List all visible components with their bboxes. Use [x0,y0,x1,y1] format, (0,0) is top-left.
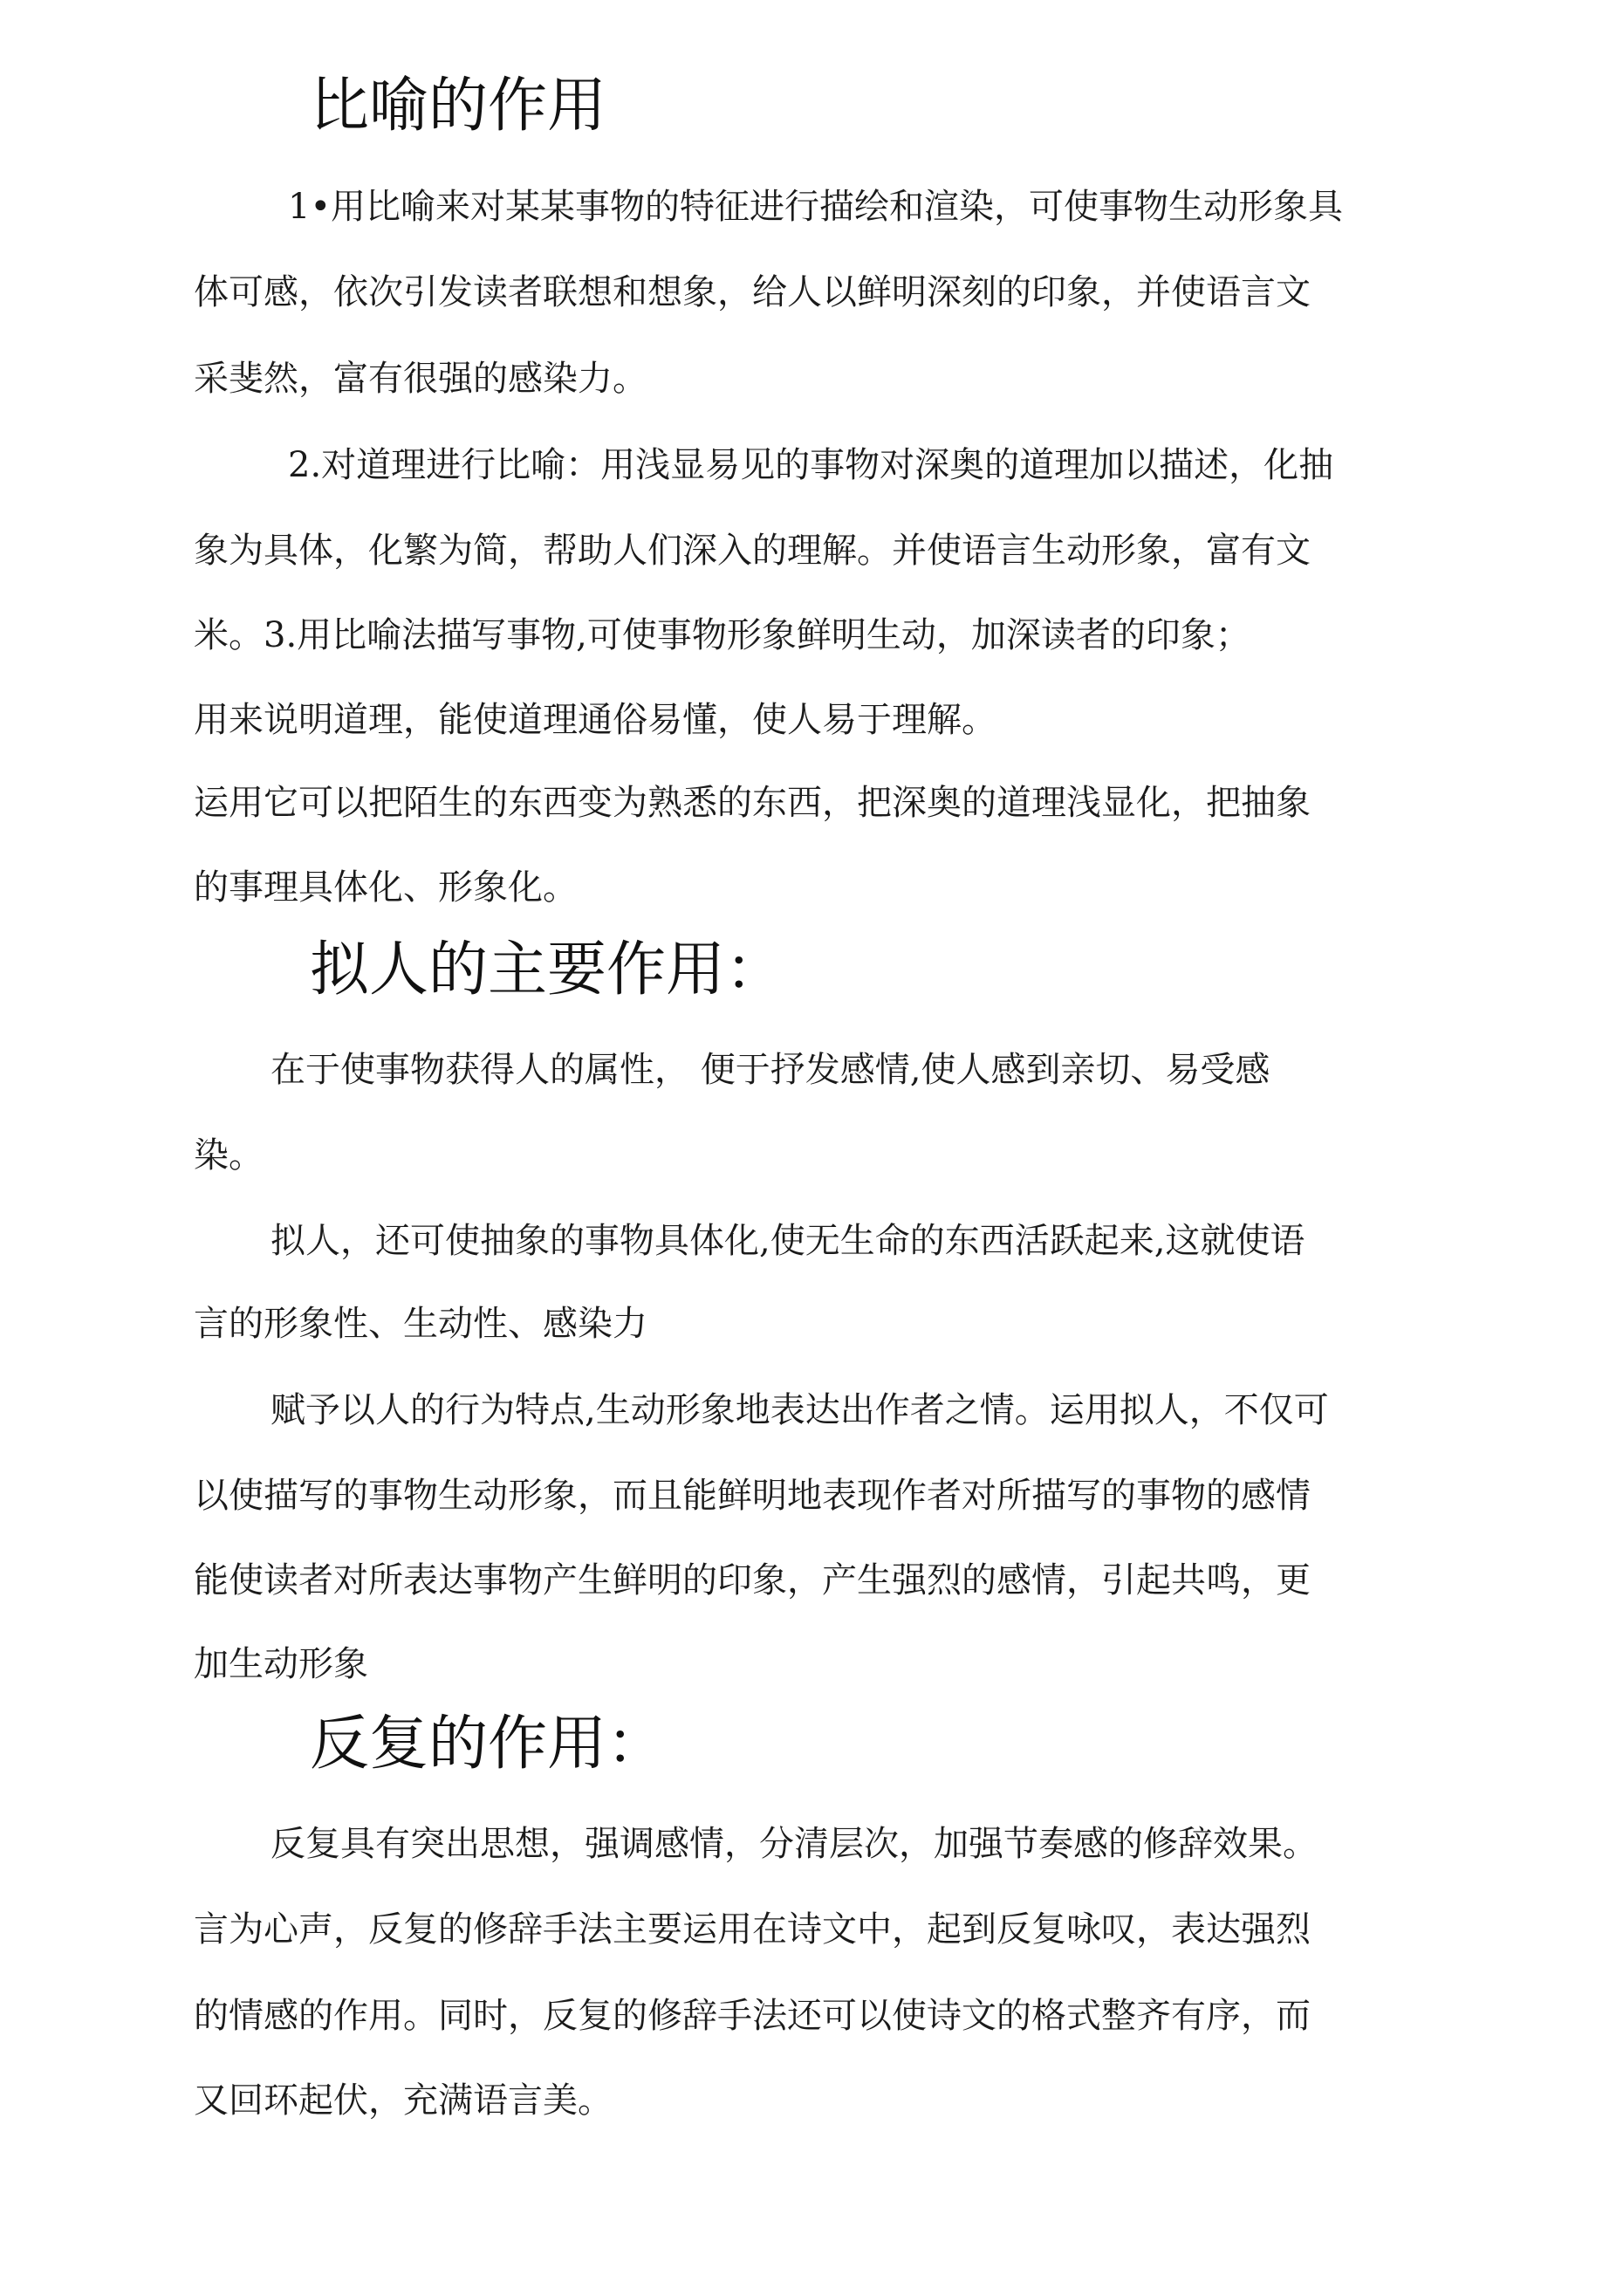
paragraph-line: 2.对道理进行比喻：用浅显易见的事物对深奥的道理加以描述，化抽 [288,445,1334,485]
paragraph-line: 的事理具体化、形象化。 [194,867,578,908]
paragraph-line: 言为心声，反复的修辞手法主要运用在诗文中，起到反复咏叹，表达强烈 [194,1909,1311,1950]
paragraph-line: 加生动形象 [194,1644,368,1684]
paragraph-line: 象为具体，化繁为简，帮助人们深入的理解。并使语言生动形象，富有文 [194,531,1311,571]
paragraph-line: 采斐然，富有很强的感染力。 [194,359,647,399]
paragraph-line: 在于使事物获得人的属性， 便于抒发感情,使人感到亲切、易受感 [270,1050,1270,1090]
paragraph-line: 染。 [194,1135,264,1175]
paragraph-line: 用来说明道理，能使道理通俗易懂，使人易于理解。 [194,700,996,740]
paragraph-line: 言的形象性、生动性、感染力 [194,1304,647,1344]
paragraph-line: 的情感的作用。同时，反复的修辞手法还可以使诗文的格式整齐有序，而 [194,1996,1311,2036]
paragraph-line: 赋予以人的行为特点,生动形象地表达出作者之情。运用拟人，不仅可 [270,1390,1329,1430]
section-heading-metaphor: 比喻的作用 [310,72,607,141]
paragraph-line: 能使读者对所表达事物产生鲜明的印象，产生强烈的感情，引起共鸣，更 [194,1560,1311,1600]
paragraph-line: 运用它可以把陌生的东西变为熟悉的东西，把深奥的道理浅显化，把抽象 [194,783,1311,823]
section-heading-repetition: 反复的作用： [310,1710,667,1779]
paragraph-line: 1•用比喻来对某某事物的特征进行描绘和渲染，可使事物生动形象具 [288,187,1344,227]
paragraph-line: 反复具有突出思想，强调感情，分清层次，加强节奏感的修辞效果。 [270,1824,1318,1864]
section-heading-personification: 拟人的主要作用： [310,936,785,1004]
paragraph-line: 以使描写的事物生动形象，而且能鲜明地表现作者对所描写的事物的感情 [194,1476,1311,1516]
paragraph-line: 又回环起伏，充满语言美。 [194,2080,613,2121]
paragraph-line: 米。3.用比喻法描写事物,可使事物形象鲜明生动，加深读者的印象； [194,615,1250,655]
paragraph-line: 体可感，依次引发读者联想和想象，给人以鲜明深刻的印象，并使语言文 [194,272,1311,312]
paragraph-line: 拟人，还可使抽象的事物具体化,使无生命的东西活跃起来,这就使语 [270,1221,1305,1261]
